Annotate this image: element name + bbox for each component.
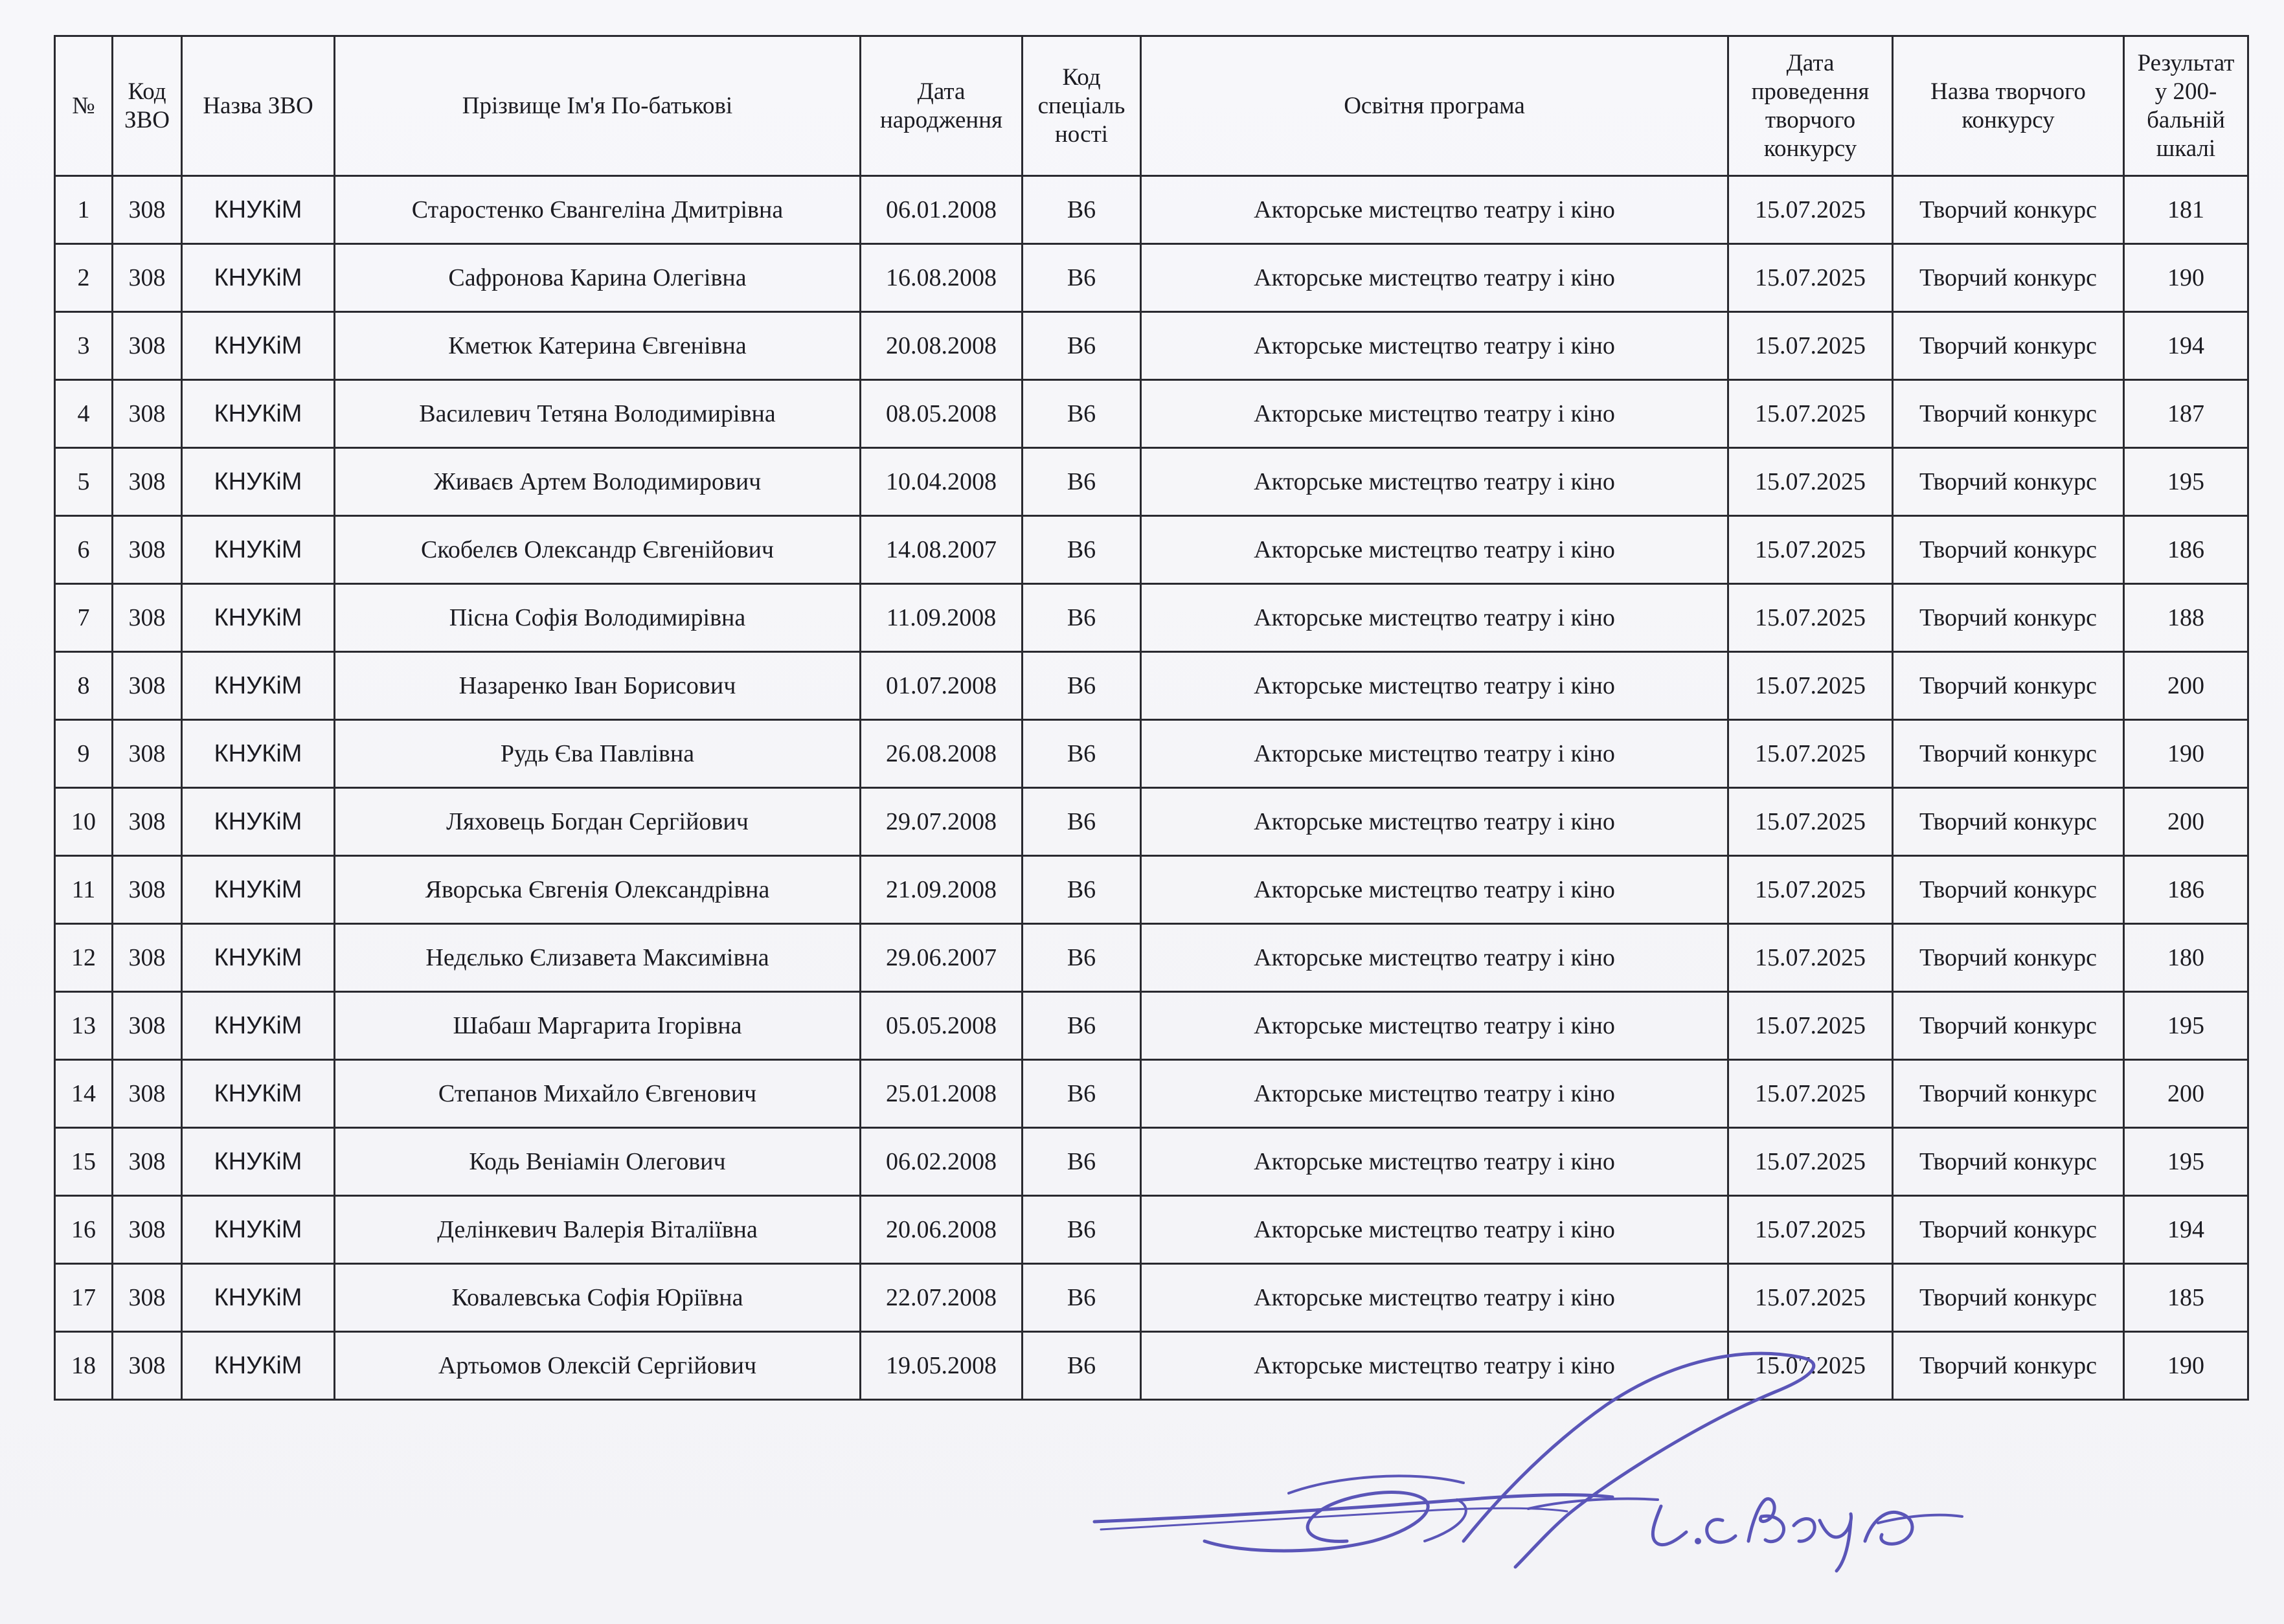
table-row bbox=[55, 652, 2248, 720]
cell-institution-name: КНУКіМ bbox=[182, 244, 335, 312]
cell-birth-date: 05.05.2008 bbox=[861, 992, 1023, 1060]
cell-row-number: 7 bbox=[55, 584, 113, 652]
cell-specialty-code: В6 bbox=[1023, 1196, 1141, 1264]
cell-birth-date: 06.02.2008 bbox=[861, 1128, 1023, 1196]
cell-institution-code: 308 bbox=[113, 652, 182, 720]
cell-full-name: Ляховець Богдан Сергійович bbox=[335, 788, 861, 856]
cell-full-name: Ковалевська Софія Юріївна bbox=[335, 1264, 861, 1332]
cell-education-program: Акторське мистецтво театру і кіно bbox=[1141, 1128, 1728, 1196]
cell-score: 186 bbox=[2124, 856, 2248, 924]
cell-full-name: Делінкевич Валерія Віталіївна bbox=[335, 1196, 861, 1264]
cell-institution-code: 308 bbox=[113, 924, 182, 992]
cell-row-number: 13 bbox=[55, 992, 113, 1060]
cell-score: 180 bbox=[2124, 924, 2248, 992]
cell-education-program: Акторське мистецтво театру і кіно bbox=[1141, 516, 1728, 584]
cell-institution-name: КНУКіМ bbox=[182, 1128, 335, 1196]
cell-specialty-code: В6 bbox=[1023, 380, 1141, 448]
cell-institution-name: КНУКіМ bbox=[182, 176, 335, 244]
cell-row-number: 5 bbox=[55, 448, 113, 516]
header-contest-date: Дата проведення творчого конкурсу bbox=[1728, 36, 1893, 176]
table-row bbox=[55, 312, 2248, 380]
cell-education-program: Акторське мистецтво театру і кіно bbox=[1141, 380, 1728, 448]
cell-specialty-code: В6 bbox=[1023, 312, 1141, 380]
cell-contest-date: 15.07.2025 bbox=[1728, 380, 1893, 448]
cell-birth-date: 08.05.2008 bbox=[861, 380, 1023, 448]
header-specialty-code: Код спеціаль ності bbox=[1023, 36, 1141, 176]
cell-birth-date: 20.06.2008 bbox=[861, 1196, 1023, 1264]
cell-institution-code: 308 bbox=[113, 1128, 182, 1196]
cell-score: 200 bbox=[2124, 652, 2248, 720]
cell-institution-name: КНУКіМ bbox=[182, 924, 335, 992]
cell-score: 200 bbox=[2124, 788, 2248, 856]
cell-contest-date: 15.07.2025 bbox=[1728, 720, 1893, 788]
cell-institution-code: 308 bbox=[113, 584, 182, 652]
cell-education-program: Акторське мистецтво театру і кіно bbox=[1141, 788, 1728, 856]
header-contest-name: Назва творчого конкурсу bbox=[1893, 36, 2124, 176]
table-row bbox=[55, 788, 2248, 856]
cell-contest-date: 15.07.2025 bbox=[1728, 992, 1893, 1060]
cell-score: 187 bbox=[2124, 380, 2248, 448]
cell-contest-date: 15.07.2025 bbox=[1728, 516, 1893, 584]
table-row bbox=[55, 448, 2248, 516]
cell-row-number: 11 bbox=[55, 856, 113, 924]
header-institution-code: Код ЗВО bbox=[113, 36, 182, 176]
cell-specialty-code: В6 bbox=[1023, 924, 1141, 992]
cell-birth-date: 01.07.2008 bbox=[861, 652, 1023, 720]
cell-institution-code: 308 bbox=[113, 312, 182, 380]
cell-contest-name: Творчий конкурс bbox=[1893, 856, 2124, 924]
cell-row-number: 12 bbox=[55, 924, 113, 992]
cell-score: 190 bbox=[2124, 720, 2248, 788]
table-row bbox=[55, 516, 2248, 584]
cell-institution-name: КНУКіМ bbox=[182, 584, 335, 652]
cell-full-name: Яворська Євгенія Олександрівна bbox=[335, 856, 861, 924]
cell-institution-name: КНУКіМ bbox=[182, 380, 335, 448]
table-row bbox=[55, 924, 2248, 992]
cell-row-number: 2 bbox=[55, 244, 113, 312]
cell-contest-date: 15.07.2025 bbox=[1728, 448, 1893, 516]
cell-contest-date: 15.07.2025 bbox=[1728, 312, 1893, 380]
cell-institution-name: КНУКіМ bbox=[182, 1196, 335, 1264]
cell-education-program: Акторське мистецтво театру і кіно bbox=[1141, 1264, 1728, 1332]
cell-education-program: Акторське мистецтво театру і кіно bbox=[1141, 1196, 1728, 1264]
cell-contest-date: 15.07.2025 bbox=[1728, 176, 1893, 244]
cell-full-name: Рудь Єва Павлівна bbox=[335, 720, 861, 788]
cell-institution-code: 308 bbox=[113, 448, 182, 516]
cell-full-name: Сафронова Карина Олегівна bbox=[335, 244, 861, 312]
cell-contest-name: Творчий конкурс bbox=[1893, 244, 2124, 312]
cell-row-number: 14 bbox=[55, 1060, 113, 1128]
cell-row-number: 18 bbox=[55, 1332, 113, 1400]
cell-contest-name: Творчий конкурс bbox=[1893, 1060, 2124, 1128]
cell-contest-date: 15.07.2025 bbox=[1728, 1060, 1893, 1128]
cell-score: 195 bbox=[2124, 1128, 2248, 1196]
cell-institution-name: КНУКіМ bbox=[182, 312, 335, 380]
cell-specialty-code: В6 bbox=[1023, 448, 1141, 516]
cell-specialty-code: В6 bbox=[1023, 992, 1141, 1060]
table-row bbox=[55, 992, 2248, 1060]
cell-institution-name: КНУКіМ bbox=[182, 1264, 335, 1332]
table-row bbox=[55, 380, 2248, 448]
cell-full-name: Живаєв Артем Володимирович bbox=[335, 448, 861, 516]
cell-row-number: 15 bbox=[55, 1128, 113, 1196]
header-institution-name: Назва ЗВО bbox=[182, 36, 335, 176]
cell-institution-code: 308 bbox=[113, 516, 182, 584]
cell-score: 195 bbox=[2124, 992, 2248, 1060]
cell-institution-code: 308 bbox=[113, 992, 182, 1060]
cell-score: 195 bbox=[2124, 448, 2248, 516]
cell-row-number: 10 bbox=[55, 788, 113, 856]
cell-institution-code: 308 bbox=[113, 788, 182, 856]
cell-full-name: Шабаш Маргарита Ігорівна bbox=[335, 992, 861, 1060]
cell-birth-date: 29.07.2008 bbox=[861, 788, 1023, 856]
cell-score: 190 bbox=[2124, 1332, 2248, 1400]
cell-contest-name: Творчий конкурс bbox=[1893, 176, 2124, 244]
cell-institution-name: КНУКіМ bbox=[182, 1332, 335, 1400]
table-header-row bbox=[55, 36, 2248, 176]
cell-institution-name: КНУКіМ bbox=[182, 856, 335, 924]
cell-specialty-code: В6 bbox=[1023, 1264, 1141, 1332]
table-row bbox=[55, 1264, 2248, 1332]
cell-contest-date: 15.07.2025 bbox=[1728, 652, 1893, 720]
cell-contest-date: 15.07.2025 bbox=[1728, 1264, 1893, 1332]
cell-birth-date: 25.01.2008 bbox=[861, 1060, 1023, 1128]
cell-contest-name: Творчий конкурс bbox=[1893, 584, 2124, 652]
cell-specialty-code: В6 bbox=[1023, 1332, 1141, 1400]
cell-institution-code: 308 bbox=[113, 380, 182, 448]
cell-birth-date: 19.05.2008 bbox=[861, 1332, 1023, 1400]
cell-contest-name: Творчий конкурс bbox=[1893, 380, 2124, 448]
cell-row-number: 16 bbox=[55, 1196, 113, 1264]
cell-institution-name: КНУКіМ bbox=[182, 788, 335, 856]
cell-institution-name: КНУКіМ bbox=[182, 652, 335, 720]
cell-institution-code: 308 bbox=[113, 176, 182, 244]
cell-contest-date: 15.07.2025 bbox=[1728, 924, 1893, 992]
cell-birth-date: 11.09.2008 bbox=[861, 584, 1023, 652]
cell-education-program: Акторське мистецтво театру і кіно bbox=[1141, 720, 1728, 788]
cell-birth-date: 20.08.2008 bbox=[861, 312, 1023, 380]
cell-row-number: 4 bbox=[55, 380, 113, 448]
table-row bbox=[55, 176, 2248, 244]
table-row bbox=[55, 720, 2248, 788]
cell-score: 185 bbox=[2124, 1264, 2248, 1332]
cell-birth-date: 10.04.2008 bbox=[861, 448, 1023, 516]
cell-score: 194 bbox=[2124, 312, 2248, 380]
cell-education-program: Акторське мистецтво театру і кіно bbox=[1141, 856, 1728, 924]
cell-institution-code: 308 bbox=[113, 244, 182, 312]
cell-full-name: Старостенко Євангеліна Дмитрівна bbox=[335, 176, 861, 244]
header-birth-date: Дата народження bbox=[861, 36, 1023, 176]
handwritten-signature bbox=[1075, 1347, 1995, 1580]
cell-contest-name: Творчий конкурс bbox=[1893, 448, 2124, 516]
cell-education-program: Акторське мистецтво театру і кіно bbox=[1141, 584, 1728, 652]
cell-institution-code: 308 bbox=[113, 1332, 182, 1400]
cell-institution-code: 308 bbox=[113, 856, 182, 924]
cell-specialty-code: В6 bbox=[1023, 584, 1141, 652]
cell-contest-date: 15.07.2025 bbox=[1728, 244, 1893, 312]
cell-contest-name: Творчий конкурс bbox=[1893, 1128, 2124, 1196]
cell-full-name: Степанов Михайло Євгенович bbox=[335, 1060, 861, 1128]
cell-specialty-code: В6 bbox=[1023, 244, 1141, 312]
cell-contest-date: 15.07.2025 bbox=[1728, 1332, 1893, 1400]
cell-specialty-code: В6 bbox=[1023, 516, 1141, 584]
cell-row-number: 6 bbox=[55, 516, 113, 584]
table-row bbox=[55, 856, 2248, 924]
cell-contest-name: Творчий конкурс bbox=[1893, 924, 2124, 992]
cell-education-program: Акторське мистецтво театру і кіно bbox=[1141, 176, 1728, 244]
cell-specialty-code: В6 bbox=[1023, 176, 1141, 244]
cell-education-program: Акторське мистецтво театру і кіно bbox=[1141, 244, 1728, 312]
cell-contest-name: Творчий конкурс bbox=[1893, 312, 2124, 380]
cell-education-program: Акторське мистецтво театру і кіно bbox=[1141, 1332, 1728, 1400]
table-row bbox=[55, 584, 2248, 652]
cell-full-name: Недєлько Єлизавета Максимівна bbox=[335, 924, 861, 992]
cell-contest-date: 15.07.2025 bbox=[1728, 584, 1893, 652]
cell-institution-name: КНУКіМ bbox=[182, 992, 335, 1060]
table-row bbox=[55, 1196, 2248, 1264]
table-body bbox=[55, 176, 2248, 1400]
cell-birth-date: 14.08.2007 bbox=[861, 516, 1023, 584]
cell-full-name: Пісна Софія Володимирівна bbox=[335, 584, 861, 652]
cell-education-program: Акторське мистецтво театру і кіно bbox=[1141, 1060, 1728, 1128]
cell-contest-name: Творчий конкурс bbox=[1893, 788, 2124, 856]
header-score: Результат у 200-бальній шкалі bbox=[2124, 36, 2248, 176]
cell-full-name: Кметюк Катерина Євгенівна bbox=[335, 312, 861, 380]
cell-contest-name: Творчий конкурс bbox=[1893, 720, 2124, 788]
cell-contest-name: Творчий конкурс bbox=[1893, 992, 2124, 1060]
table-row bbox=[55, 1128, 2248, 1196]
cell-contest-name: Творчий конкурс bbox=[1893, 516, 2124, 584]
cell-score: 200 bbox=[2124, 1060, 2248, 1128]
cell-institution-code: 308 bbox=[113, 1060, 182, 1128]
cell-institution-code: 308 bbox=[113, 1264, 182, 1332]
cell-contest-name: Творчий конкурс bbox=[1893, 1196, 2124, 1264]
cell-birth-date: 29.06.2007 bbox=[861, 924, 1023, 992]
cell-contest-date: 15.07.2025 bbox=[1728, 856, 1893, 924]
cell-institution-name: КНУКіМ bbox=[182, 448, 335, 516]
cell-institution-name: КНУКіМ bbox=[182, 720, 335, 788]
cell-score: 190 bbox=[2124, 244, 2248, 312]
cell-contest-name: Творчий конкурс bbox=[1893, 652, 2124, 720]
cell-score: 186 bbox=[2124, 516, 2248, 584]
cell-specialty-code: В6 bbox=[1023, 720, 1141, 788]
cell-full-name: Кодь Веніамін Олегович bbox=[335, 1128, 861, 1196]
cell-row-number: 8 bbox=[55, 652, 113, 720]
cell-row-number: 17 bbox=[55, 1264, 113, 1332]
cell-full-name: Назаренко Іван Борисович bbox=[335, 652, 861, 720]
cell-birth-date: 16.08.2008 bbox=[861, 244, 1023, 312]
cell-contest-name: Творчий конкурс bbox=[1893, 1264, 2124, 1332]
cell-institution-code: 308 bbox=[113, 720, 182, 788]
cell-specialty-code: В6 bbox=[1023, 788, 1141, 856]
cell-row-number: 9 bbox=[55, 720, 113, 788]
cell-education-program: Акторське мистецтво театру і кіно bbox=[1141, 992, 1728, 1060]
header-number: № bbox=[55, 36, 113, 176]
cell-row-number: 3 bbox=[55, 312, 113, 380]
cell-contest-date: 15.07.2025 bbox=[1728, 1196, 1893, 1264]
table-row bbox=[55, 1060, 2248, 1128]
cell-full-name: Артьомов Олексій Сергійович bbox=[335, 1332, 861, 1400]
cell-institution-code: 308 bbox=[113, 1196, 182, 1264]
cell-score: 188 bbox=[2124, 584, 2248, 652]
cell-specialty-code: В6 bbox=[1023, 1128, 1141, 1196]
cell-specialty-code: В6 bbox=[1023, 652, 1141, 720]
cell-contest-date: 15.07.2025 bbox=[1728, 788, 1893, 856]
cell-birth-date: 06.01.2008 bbox=[861, 176, 1023, 244]
cell-full-name: Скобелєв Олександр Євгенійович bbox=[335, 516, 861, 584]
cell-education-program: Акторське мистецтво театру і кіно bbox=[1141, 652, 1728, 720]
cell-score: 181 bbox=[2124, 176, 2248, 244]
cell-full-name: Василевич Тетяна Володимирівна bbox=[335, 380, 861, 448]
cell-birth-date: 26.08.2008 bbox=[861, 720, 1023, 788]
cell-education-program: Акторське мистецтво театру і кіно bbox=[1141, 448, 1728, 516]
table-row bbox=[55, 244, 2248, 312]
applicants-results-table bbox=[54, 35, 2249, 1401]
cell-birth-date: 21.09.2008 bbox=[861, 856, 1023, 924]
cell-specialty-code: В6 bbox=[1023, 856, 1141, 924]
cell-contest-date: 15.07.2025 bbox=[1728, 1128, 1893, 1196]
cell-education-program: Акторське мистецтво театру і кіно bbox=[1141, 924, 1728, 992]
header-full-name: Прізвище Ім'я По-батькові bbox=[335, 36, 861, 176]
cell-institution-name: КНУКіМ bbox=[182, 1060, 335, 1128]
cell-institution-name: КНУКіМ bbox=[182, 516, 335, 584]
cell-contest-name: Творчий конкурс bbox=[1893, 1332, 2124, 1400]
header-education-program: Освітня програма bbox=[1141, 36, 1728, 176]
cell-score: 194 bbox=[2124, 1196, 2248, 1264]
cell-row-number: 1 bbox=[55, 176, 113, 244]
cell-education-program: Акторське мистецтво театру і кіно bbox=[1141, 312, 1728, 380]
cell-specialty-code: В6 bbox=[1023, 1060, 1141, 1128]
cell-birth-date: 22.07.2008 bbox=[861, 1264, 1023, 1332]
